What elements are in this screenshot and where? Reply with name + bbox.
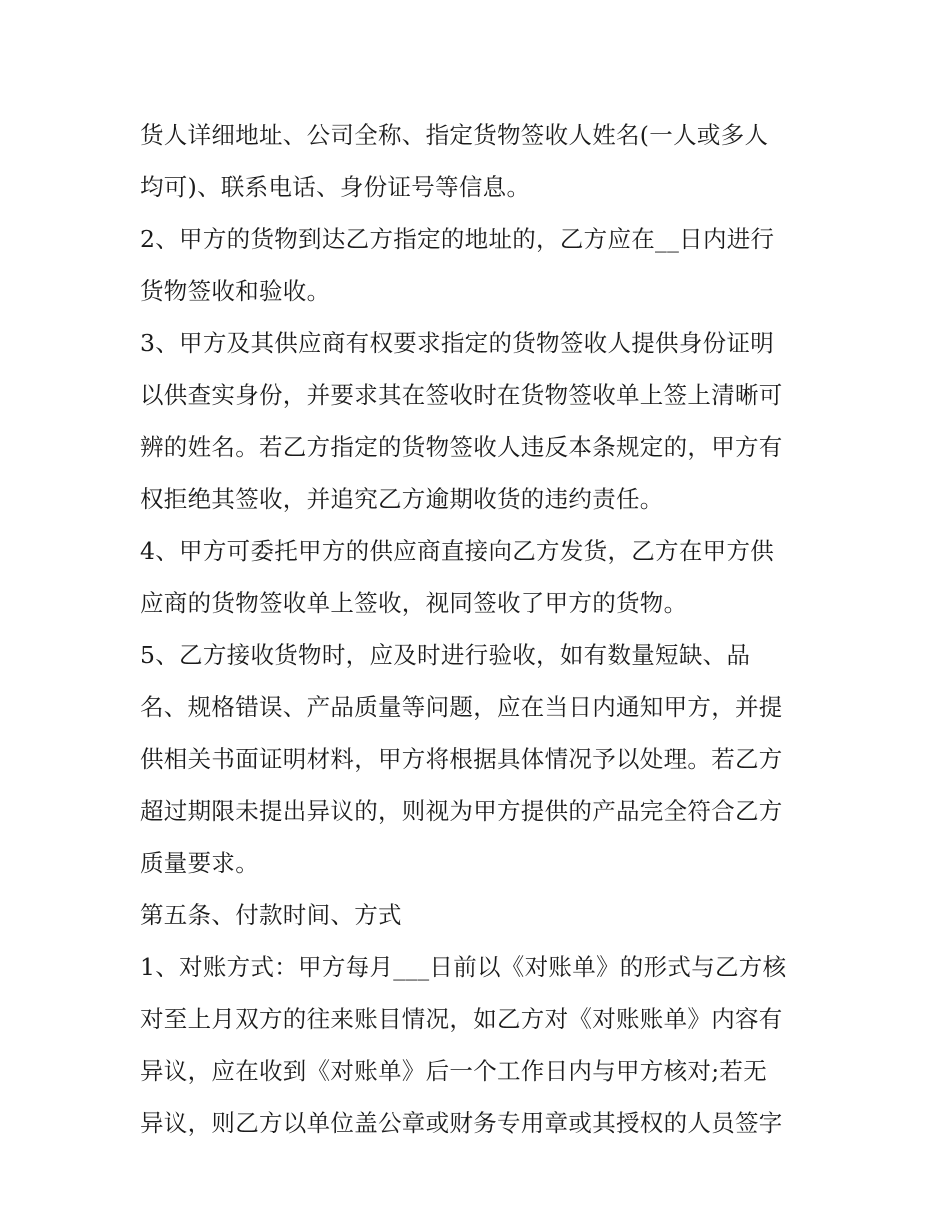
text-line: 3、甲方及其供应商有权要求指定的货物签收人提供身份证明 — [140, 329, 775, 357]
text-line: 以供查实身份，并要求其在签收时在货物签收单上签上清晰可 — [140, 381, 783, 409]
text-line: 超过期限未提出异议的，则视为甲方提供的产品完全符合乙方 — [140, 797, 783, 825]
text-line: 异议，应在收到《对账单》后一个工作日内与甲方核对;若无 — [140, 1057, 768, 1085]
text-line: 5、乙方接收货物时，应及时进行验收，如有数量短缺、品 — [140, 641, 751, 669]
text-line: 对至上月双方的往来账目情况，如乙方对《对账账单》内容有 — [140, 1005, 783, 1033]
text-line: 均可)、联系电话、身份证号等信息。 — [140, 173, 531, 201]
text-line: 名、规格错误、产品质量等问题，应在当日内通知甲方，并提 — [140, 693, 783, 721]
text-line: 供相关书面证明材料，甲方将根据具体情况予以处理。若乙方 — [140, 745, 783, 773]
section-heading: 第五条、付款时间、方式 — [140, 901, 402, 929]
text-line: 质量要求。 — [140, 849, 259, 877]
text-line: 1、对账方式：甲方每月___日前以《对账单》的形式与乙方核 — [140, 953, 787, 981]
document-body — [140, 109, 830, 1149]
text-line: 应商的货物签收单上签收，视同签收了甲方的货物。 — [140, 589, 688, 617]
text-line: 货人详细地址、公司全称、指定货物签收人姓名(一人或多人 — [140, 121, 769, 149]
text-line: 异议，则乙方以单位盖公章或财务专用章或其授权的人员签字 — [140, 1109, 783, 1137]
text-line: 权拒绝其签收，并追究乙方逾期收货的违约责任。 — [140, 485, 664, 513]
text-line: 货物签收和验收。 — [140, 277, 331, 305]
text-line: 辨的姓名。若乙方指定的货物签收人违反本条规定的，甲方有 — [140, 433, 783, 461]
text-line: 2、甲方的货物到达乙方指定的地址的，乙方应在__日内进行 — [140, 225, 775, 253]
text-line: 4、甲方可委托甲方的供应商直接向乙方发货，乙方在甲方供 — [140, 537, 775, 565]
